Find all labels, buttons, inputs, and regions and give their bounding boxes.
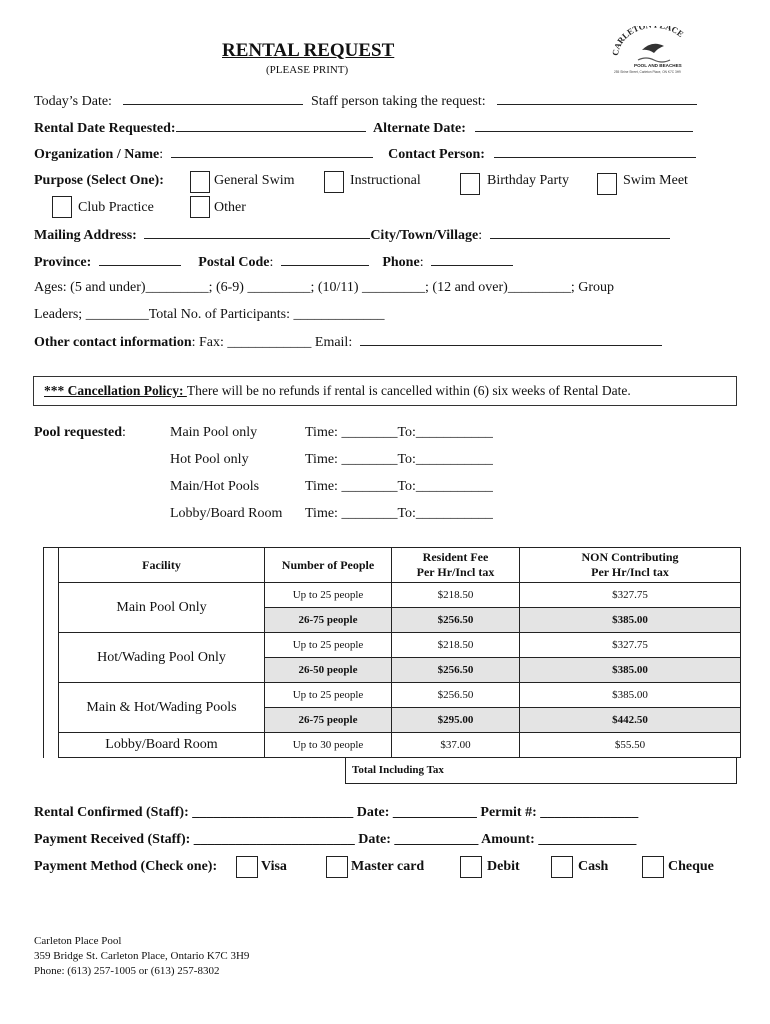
pool-option-lobby: Lobby/Board Room [170,506,283,521]
ages-line-1[interactable]: Ages: (5 and under)_________; (6-9) _________; (10/11) _________; (12 and over)_________; Group [34,280,615,295]
people-cell: Up to 25 people [265,683,392,708]
non-fee-cell: $442.50 [520,708,741,733]
people-cell: 26-50 people [265,658,392,683]
footer-line-3: Phone: (613) 257-1005 or (613) 257-8302 [34,965,220,977]
pool-option-main: Main Pool only [170,425,258,440]
non-fee-cell: $385.00 [520,658,741,683]
postal-colon: : [269,255,274,270]
resident-fee-cell: $218.50 [392,583,520,608]
club-practice-label: Club Practice [78,200,154,215]
facility-main-pool: Main Pool Only [59,583,265,633]
resident-fee-cell: $218.50 [392,633,520,658]
today-date-field[interactable] [34,93,697,110]
header-number-people: Number of People [265,548,392,583]
mailing-address-field[interactable] [34,227,670,244]
rental-confirmed-line[interactable]: Rental Confirmed (Staff): _______________________ Date: ____________ Permit #: ______________ [34,805,639,820]
pool-time-main-hot[interactable]: Time: ________To:___________ [305,479,493,494]
fee-table-header [44,548,741,583]
page-subtitle: (PLEASE PRINT) [266,64,349,76]
logo-text-bottom: POOL AND BEACHES [634,63,682,68]
other-contact-label: Other contact information [34,335,192,350]
footer-line-2: 359 Bridge St. Carleton Place, Ontario K7C 3H9 [34,950,250,962]
pool-option-main-hot: Main/Hot Pools [170,479,260,494]
province-input-line[interactable] [99,254,181,266]
other-contact-field[interactable] [34,334,662,351]
non-fee-cell: $327.75 [520,583,741,608]
header-non-line2: Per Hr/Incl tax [591,565,669,579]
province-label: Province: [34,255,92,270]
organization-colon: : [159,147,164,162]
non-fee-cell: $385.00 [520,683,741,708]
swim-meet-checkbox[interactable] [597,173,617,195]
cheque-checkbox[interactable] [642,856,664,878]
city-input-line[interactable] [490,227,670,239]
cheque-label: Cheque [668,859,714,874]
total-including-tax-label: Total Including Tax [352,764,444,776]
people-cell: Up to 25 people [265,583,392,608]
contact-person-label: Contact Person: [388,147,485,162]
fax-email-label: : Fax: ____________ Email: [191,335,353,350]
instructional-checkbox[interactable] [324,171,344,193]
cancellation-policy-box [33,376,737,406]
ages-line-2[interactable]: Leaders; _________Total No. of Participants: _____________ [34,307,385,322]
logo-text-top: CARLETO ACE [609,26,686,57]
header-resident-fee-line2: Per Hr/Incl tax [416,565,495,579]
staff-taking-label: Staff person taking the request: [310,94,486,109]
pool-requested-colon: : [122,425,126,440]
visa-checkbox[interactable] [236,856,258,878]
alternate-date-input-line[interactable] [475,120,693,132]
today-date-label: Today’s Date: [34,94,112,109]
non-fee-cell: $55.50 [520,733,741,758]
table-row [44,583,741,608]
footer-address [34,934,249,979]
mailing-address-label: Mailing Address: [34,228,137,243]
rental-date-field[interactable] [34,120,693,137]
rental-date-label: Rental Date Requested: [34,121,176,136]
phone-label: Phone [382,255,420,270]
header-non-line1: NON Contributing [581,550,679,564]
pool-time-main[interactable]: Time: ________To:___________ [305,425,493,440]
mastercard-checkbox[interactable] [326,856,348,878]
header-resident-fee [392,548,520,583]
visa-label: Visa [261,859,287,874]
organization-field[interactable] [34,146,696,163]
pool-time-hot[interactable]: Time: ________To:___________ [305,452,493,467]
payment-method-label: Payment Method (Check one): [34,859,218,874]
carleton-place-logo [608,26,698,74]
table-row [44,683,741,708]
non-fee-cell: $327.75 [520,633,741,658]
facility-lobby: Lobby/Board Room [59,733,265,758]
city-colon: : [478,228,483,243]
general-swim-label: General Swim [214,173,295,188]
contact-person-input-line[interactable] [494,146,696,158]
rental-date-input-line[interactable] [176,120,366,132]
header-non-contributing [520,548,741,583]
phone-input-line[interactable] [431,254,513,266]
fee-table [43,547,741,758]
cancellation-policy-label: *** Cancellation Policy: [44,383,187,398]
debit-checkbox[interactable] [460,856,482,878]
birthday-party-label: Birthday Party [487,173,570,188]
svg-text:CARLETON PLACE [610,26,686,56]
alternate-date-label: Alternate Date: [373,121,466,136]
pool-option-hot: Hot Pool only [170,452,249,467]
people-cell: Up to 30 people [265,733,392,758]
club-practice-checkbox[interactable] [52,196,72,218]
people-cell: 26-75 people [265,608,392,633]
swim-meet-label: Swim Meet [623,173,688,188]
logo-tagline: 255 Shine Street, Carleton Place, ON K7C 3H9 [614,70,681,74]
header-resident-fee-line1: Resident Fee [422,550,489,564]
pool-time-lobby[interactable]: Time: ________To:___________ [305,506,493,521]
purpose-label: Purpose (Select One): [34,173,164,188]
header-facility: Facility [59,548,265,583]
resident-fee-cell: $256.50 [392,683,520,708]
people-cell: Up to 25 people [265,633,392,658]
resident-fee-cell: $295.00 [392,708,520,733]
mailing-address-input-line[interactable] [144,227,370,239]
email-input-line[interactable] [360,334,662,346]
other-label: Other [214,200,246,215]
city-label: City/Town/Village [370,228,479,243]
phone-colon: : [419,255,424,270]
postal-code-input-line[interactable] [281,254,369,266]
province-field[interactable] [34,254,513,271]
facility-main-hot: Main & Hot/Wading Pools [59,683,265,733]
staff-taking-input-line[interactable] [497,93,697,105]
postal-code-label: Postal Code [198,255,270,270]
birthday-party-checkbox[interactable] [460,173,480,195]
people-cell: 26-75 people [265,708,392,733]
resident-fee-cell: $256.50 [392,658,520,683]
non-fee-cell: $385.00 [520,608,741,633]
fee-table-left-margin [44,548,59,758]
payment-received-line[interactable]: Payment Received (Staff): _______________________ Date: ____________ Amount: ______________ [34,832,637,847]
facility-hot-wading: Hot/Wading Pool Only [59,633,265,683]
general-swim-checkbox[interactable] [190,171,210,193]
organization-label: Organization / Name [34,147,160,162]
today-date-input-line[interactable] [123,93,303,105]
cash-label: Cash [578,859,609,874]
total-including-tax-box[interactable] [345,757,737,784]
pool-requested-label-wrap [34,425,126,441]
cancellation-policy-text: There will be no refunds if rental is cancelled within (6) six weeks of Rental Date. [186,383,631,398]
resident-fee-cell: $37.00 [392,733,520,758]
organization-input-line[interactable] [171,146,373,158]
table-row [44,633,741,658]
resident-fee-cell: $256.50 [392,608,520,633]
instructional-label: Instructional [350,173,421,188]
table-row [44,733,741,758]
cash-checkbox[interactable] [551,856,573,878]
other-checkbox[interactable] [190,196,210,218]
footer-line-1: Carleton Place Pool [34,935,122,947]
debit-label: Debit [487,859,520,874]
mastercard-label: Master card [351,859,425,874]
page-title: RENTAL REQUEST [222,40,395,61]
pool-requested-label: Pool requested [34,425,123,440]
